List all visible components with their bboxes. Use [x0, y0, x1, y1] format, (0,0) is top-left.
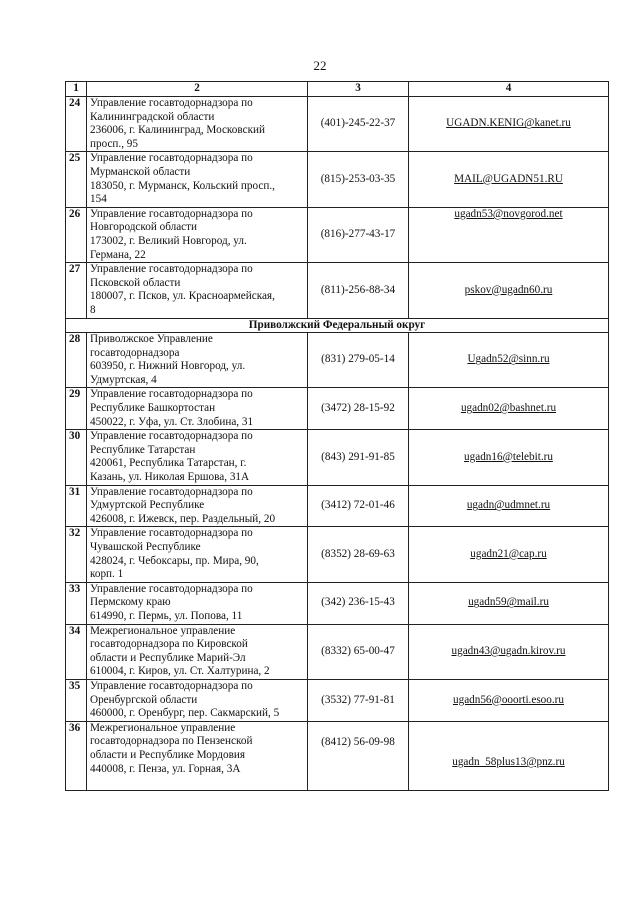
address-line: Пермскому краю	[90, 596, 171, 609]
email-link[interactable]: Ugadn52@sinn.ru	[467, 353, 550, 366]
address-line: Управление госавтодорнадзора по	[90, 263, 253, 276]
address-line: Псковской области	[90, 276, 181, 289]
table-row	[66, 388, 609, 430]
address-line: Межрегиональное управление	[90, 721, 236, 734]
address-line: Управление госавтодорнадзора по	[90, 582, 253, 595]
address-line: корп. 1	[90, 568, 124, 581]
address-line: 154	[90, 193, 107, 206]
email-link[interactable]: UGADN.KENIG@kanet.ru	[446, 117, 571, 130]
agency-name-address	[87, 624, 308, 679]
address-line: области и Республике Мордовия	[90, 748, 246, 761]
email-cell	[409, 624, 609, 679]
phone-number: (831) 279-05-14	[308, 333, 409, 388]
email-link[interactable]: ugadn21@cap.ru	[470, 547, 547, 560]
agency-name-address	[87, 582, 308, 624]
email-cell	[409, 263, 609, 318]
agency-name-address	[87, 152, 308, 207]
row-number: 29	[66, 388, 87, 430]
address-line: Новгородской области	[90, 221, 198, 234]
table-row	[66, 721, 609, 790]
address-line: Управление госавтодорнадзора по	[90, 152, 253, 165]
email-cell	[409, 152, 609, 207]
phone-number: (815)-253-03-35	[308, 152, 409, 207]
agency-name-address	[87, 388, 308, 430]
table-row	[66, 97, 609, 152]
address-line: Оренбургской области	[90, 693, 198, 706]
email-link[interactable]: ugadn@udmnet.ru	[466, 499, 551, 512]
column-header: 3	[308, 82, 409, 97]
address-line: Казань, ул. Николая Ершова, 31А	[90, 471, 250, 484]
address-line: Республике Татарстан	[90, 443, 196, 456]
address-line: Германа, 22	[90, 248, 146, 261]
phone-number: (3412) 72-01-46	[308, 485, 409, 527]
address-line: 180007, г. Псков, ул. Красноармейская,	[90, 290, 275, 303]
address-line: Чувашской Республике	[90, 541, 201, 553]
page-number: 22	[313, 58, 327, 73]
address-line: Приволжское Управление	[90, 333, 213, 346]
address-line: госавтодорнадзора по Пензенской	[90, 735, 253, 748]
address-line: 450022, г. Уфа, ул. Ст. Злобина, 31	[90, 415, 254, 428]
row-number: 25	[66, 152, 87, 207]
email-cell	[409, 97, 609, 152]
phone-number: (8332) 65-00-47	[308, 624, 409, 679]
table-row	[66, 624, 609, 679]
table-row	[66, 333, 609, 388]
email-link[interactable]: MAIL@UGADN51.RU	[454, 172, 563, 185]
agency-name-address	[87, 97, 308, 152]
row-number: 34	[66, 624, 87, 679]
phone-number: (843) 291-91-85	[308, 430, 409, 485]
address-line: 8	[90, 303, 96, 316]
email-link[interactable]: pskov@ugadn60.ru	[464, 283, 553, 296]
row-number: 31	[66, 485, 87, 527]
address-line: Управление госавтодорнадзора по	[90, 207, 253, 220]
address-line: Управление госавтодорнадзора по	[90, 97, 253, 109]
table-row	[66, 152, 609, 207]
email-link[interactable]: ugadn53@novgorod.net	[454, 207, 563, 220]
row-number: 32	[66, 527, 87, 582]
email-cell	[409, 721, 609, 790]
phone-number: (3472) 28-15-92	[308, 388, 409, 430]
email-cell	[409, 582, 609, 624]
header-row	[66, 82, 609, 97]
address-line: госавтодорнадзора по Кировской	[90, 638, 248, 651]
table-row	[66, 207, 609, 262]
address-line: госавтодорнадзора	[90, 346, 180, 359]
row-number: 36	[66, 721, 87, 790]
address-line: 183050, г. Мурманск, Кольский просп.,	[90, 179, 275, 192]
agency-name-address	[87, 527, 308, 582]
email-link[interactable]: ugadn16@telebit.ru	[464, 450, 553, 463]
address-line: Управление госавтодорнадзора по	[90, 485, 253, 498]
agency-name-address	[87, 721, 308, 790]
address-line: 236006, г. Калининград, Московский	[90, 124, 265, 137]
email-cell	[409, 388, 609, 430]
email-cell	[409, 430, 609, 485]
address-line: 614990, г. Пермь, ул. Попова, 11	[90, 609, 243, 622]
address-line: 460000, г. Оренбург, пер. Сакмарский, 5	[90, 707, 280, 720]
address-line: Удмуртской Республике	[90, 499, 205, 512]
email-cell	[409, 333, 609, 388]
agency-table	[65, 81, 609, 791]
table-row	[66, 679, 609, 721]
email-cell	[409, 527, 609, 582]
address-line: Республике Башкортостан	[90, 402, 216, 415]
row-number: 33	[66, 582, 87, 624]
phone-number: (811)-256-88-34	[308, 263, 409, 318]
email-cell	[409, 485, 609, 527]
address-line: 603950, г. Нижний Новгород, ул.	[90, 360, 246, 373]
email-cell	[409, 679, 609, 721]
agency-name-address	[87, 333, 308, 388]
table-row	[66, 263, 609, 318]
row-number: 30	[66, 430, 87, 485]
email-link[interactable]: ugadn02@bashnet.ru	[460, 402, 557, 415]
address-line: 426008, г. Ижевск, пер. Раздельный, 20	[90, 512, 276, 525]
address-line: Калининградской области	[90, 110, 215, 123]
address-line: 420061, Республика Татарстан, г.	[90, 457, 247, 470]
address-line: 440008, г. Пенза, ул. Горная, 3А	[90, 762, 241, 775]
section-heading: Приволжский Федеральный округ	[66, 318, 609, 333]
phone-number: (8412) 56-09-98	[308, 721, 409, 790]
address-line: Управление госавтодорнадзора по	[90, 388, 253, 401]
column-header: 1	[66, 82, 87, 97]
row-number: 24	[66, 97, 87, 152]
address-line: 428024, г. Чебоксары, пр. Мира, 90,	[90, 554, 259, 567]
agency-name-address	[87, 207, 308, 262]
row-number: 35	[66, 679, 87, 721]
phone-number: (401)-245-22-37	[308, 97, 409, 152]
address-line: 610004, г. Киров, ул. Ст. Халтурина, 2	[90, 665, 270, 678]
address-line: 173002, г. Великий Новгород, ул.	[90, 234, 247, 247]
address-line: Управление госавтодорнадзора по	[90, 430, 253, 443]
address-line: Межрегиональное управление	[90, 624, 236, 637]
phone-number: (342) 236-15-43	[308, 582, 409, 624]
row-number: 26	[66, 207, 87, 262]
section-row	[66, 318, 609, 333]
table-row	[66, 430, 609, 485]
table-row	[66, 582, 609, 624]
agency-name-address	[87, 263, 308, 318]
phone-number: (8352) 28-69-63	[308, 527, 409, 582]
column-header: 2	[87, 82, 308, 97]
agency-name-address	[87, 430, 308, 485]
address-line: Удмуртская, 4	[90, 373, 157, 386]
agency-name-address	[87, 679, 308, 721]
address-line: области и Республике Марий-Эл	[90, 651, 246, 664]
email-link[interactable]: ugadn_58plus13@pnz.ru	[452, 756, 565, 769]
table-row	[66, 527, 609, 582]
address-line: Управление госавтодорнадзора по	[90, 527, 253, 540]
email-cell	[409, 207, 609, 262]
phone-number: (816)-277-43-17	[308, 207, 409, 262]
agency-name-address	[87, 485, 308, 527]
address-line: просп., 95	[90, 137, 138, 150]
address-line: Управление госавтодорнадзора по	[90, 679, 253, 692]
table-row	[66, 485, 609, 527]
email-link[interactable]: ugadn59@mail.ru	[468, 596, 549, 609]
email-link[interactable]: ugadn56@ooorti.esoo.ru	[453, 693, 564, 706]
row-number: 27	[66, 263, 87, 318]
row-number: 28	[66, 333, 87, 388]
address-line: Мурманской области	[90, 165, 191, 178]
email-link[interactable]: ugadn43@ugadn.kirov.ru	[451, 644, 566, 657]
column-header: 4	[409, 82, 609, 97]
phone-number: (3532) 77-91-81	[308, 679, 409, 721]
